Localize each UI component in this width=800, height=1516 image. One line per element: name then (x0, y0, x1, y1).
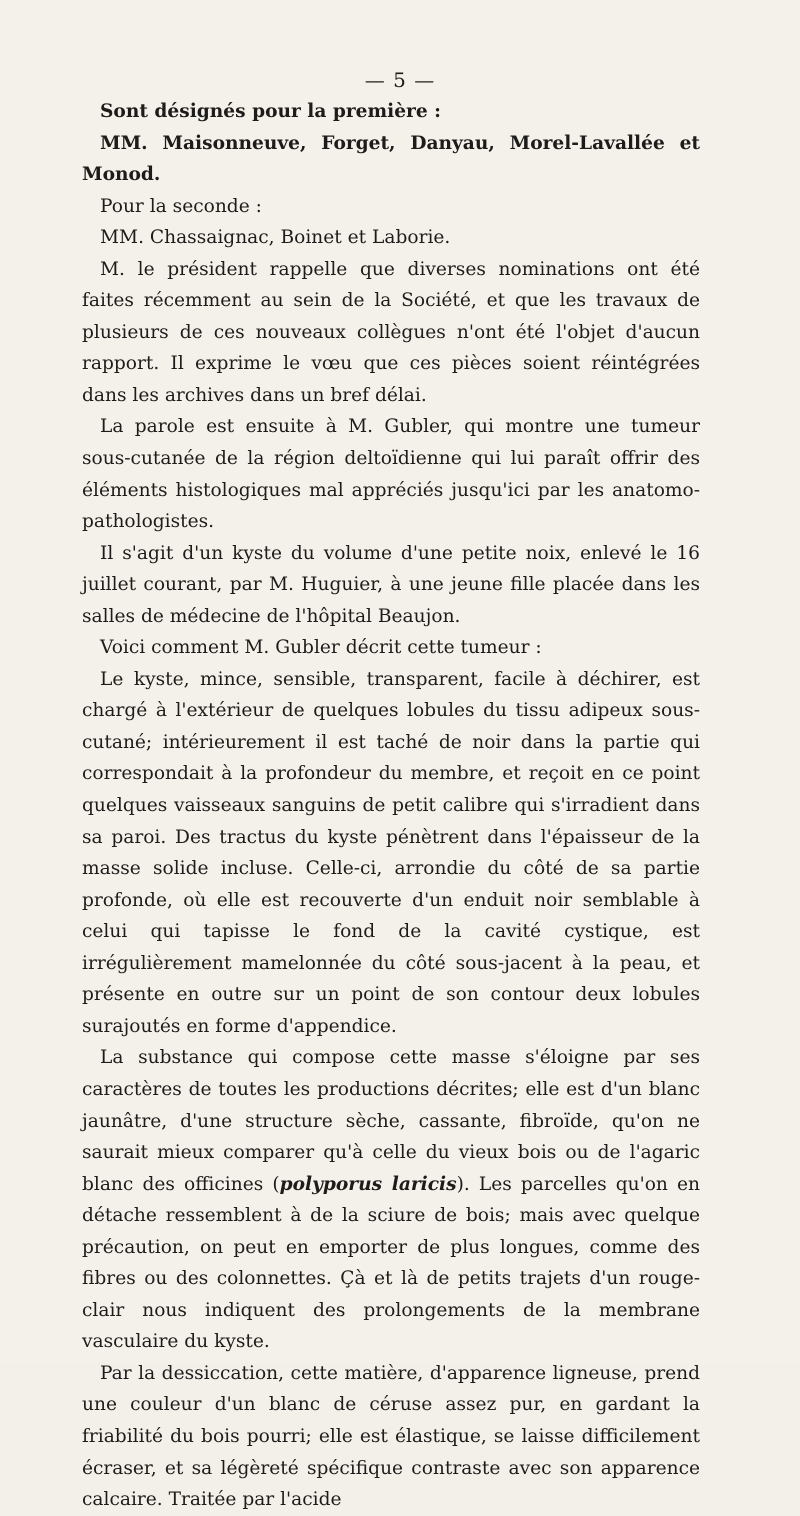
paragraph (82, 1042, 700, 1357)
paragraph: Par la dessiccation, cette matière, d'apparence ligneuse, prend une couleur d'un blanc de céruse assez pur, en gardant la friabilité du bois pourri; elle est élastique, se laisse difficilement écraser, et sa légèreté spécifique contraste avec son apparence calcaire. Traitée par l'acide (82, 1362, 700, 1511)
paragraph-text: La substance qui compose cette masse s'éloigne par ses caractères de toutes les productions décrites; elle est d'un blanc jaunâtre, d'une structure sèche, cassante, fibroïde, qu'on ne saurait mieux comparer qu'à celle du vieux bois ou de l'agaric blanc des officines ( (82, 1047, 700, 1195)
body-text (82, 96, 700, 1516)
page-number: — 5 — (364, 68, 436, 92)
paragraph-text: ). Les parcelles qu'on en détache ressemblent à de la sciure de bois; mais avec quelque précaution, on peut en emporter de plus longues, comme des fibres ou des colonnettes. Çà et là de petits trajets d'un rouge-clair nous indiquent des prolongements de la membrane vasculaire du kyste. (82, 1173, 700, 1353)
paragraph: MM. Chassaignac, Boinet et Laborie. (100, 227, 451, 249)
paragraph: Sont désignés pour la première : (100, 101, 441, 122)
paragraph: La parole est ensuite à M. Gubler, qui montre une tumeur sous-cutanée de la région deltoïdienne qui lui paraît offrir des éléments histologiques mal appréciés jusqu'ici par les anatomo-pathologistes. (82, 416, 700, 533)
latin-name: polyporus laricis (279, 1173, 457, 1195)
paragraph: Pour la seconde : (100, 195, 262, 217)
paragraph: Le kyste, mince, sensible, transparent, facile à déchirer, est chargé à l'extérieur de quelques lobules du tissu adipeux sous-cutané; intérieurement il est taché de noir dans la partie qui correspondait à la profondeur du membre, et reçoit en ce point quelques vaisseaux sanguins de petit calibre qui s'irradient dans sa paroi. Des tractus du kyste pénètrent dans l'épaisseur de la masse solide incluse. Celle-ci, arrondie du côté de sa partie profonde, où elle est recouverte d'un enduit noir semblable à celui qui tapisse le fond de la cavité cystique, est irrégulièrement mamelonnée du côté sous-jacent à la peau, et présente en outre sur un point de son contour deux lobules surajoutés en forme d'appendice. (82, 668, 700, 1037)
paragraph: M. le président rappelle que diverses nominations ont été faites récemment au sein de la Société, et que les travaux de plusieurs de ces nouveaux collègues n'ont été l'objet d'aucun rapport. Il exprime le vœu que ces pièces soient réintégrées dans les archives dans un bref délai. (82, 258, 700, 406)
paragraph: MM. Maisonneuve, Forget, Danyau, Morel-Lavallée et Monod. (82, 132, 700, 186)
paragraph: Il s'agit d'un kyste du volume d'une petite noix, enlevé le 16 juillet courant, par M. Huguier, à une jeune fille placée dans les salles de médecine de l'hôpital Beaujon. (82, 542, 700, 627)
paragraph: Voici comment M. Gubler décrit cette tumeur : (100, 637, 542, 659)
